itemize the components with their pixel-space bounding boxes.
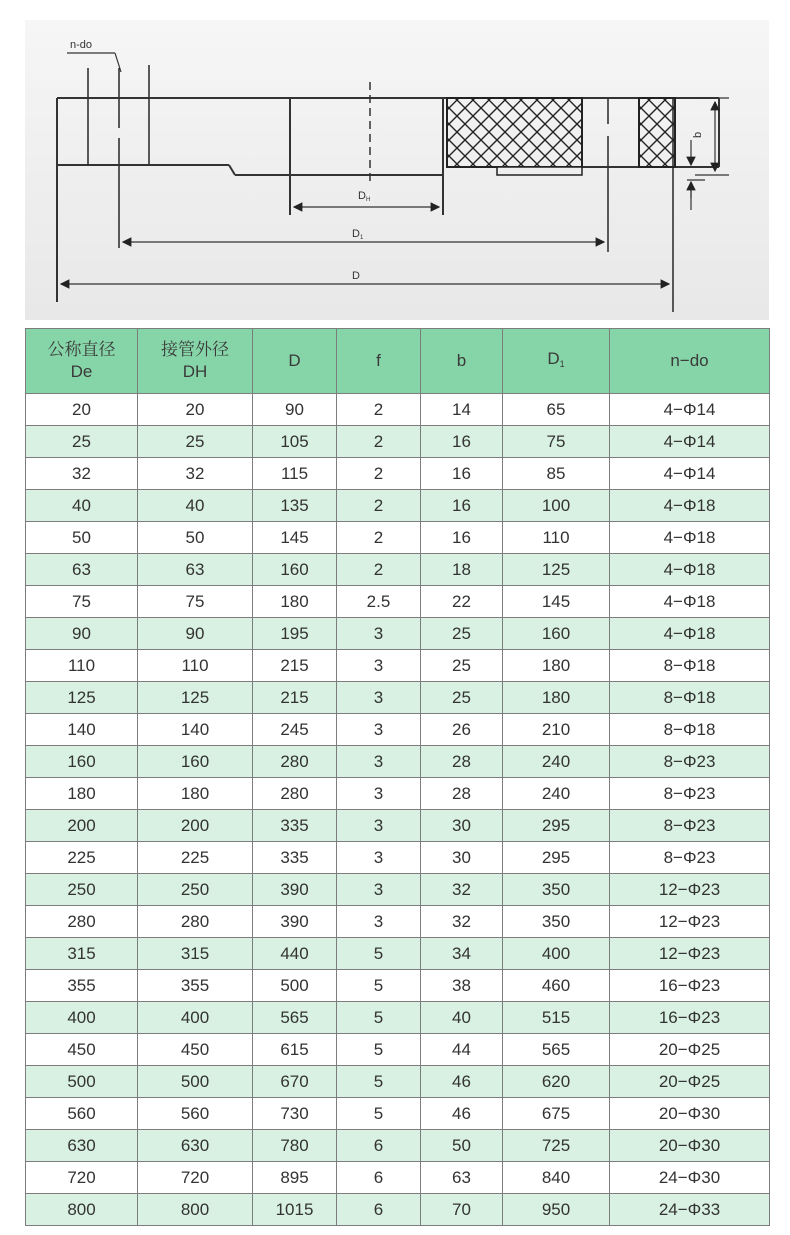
flange-cross-section-svg: [25, 20, 769, 320]
table-cell: 70: [421, 1194, 503, 1226]
table-cell: 2: [337, 522, 421, 554]
table-cell: 5: [337, 970, 421, 1002]
header-line-1: 接管外径: [161, 340, 229, 359]
table-cell: 145: [503, 586, 610, 618]
table-cell: 730: [253, 1098, 337, 1130]
table-cell: 515: [503, 1002, 610, 1034]
flange-drawing: [25, 20, 769, 320]
table-cell: 30: [421, 810, 503, 842]
table-cell: 5: [337, 1002, 421, 1034]
table-cell: 4−Φ14: [610, 394, 770, 426]
table-cell: 440: [253, 938, 337, 970]
table-cell: 3: [337, 810, 421, 842]
table-cell: 6: [337, 1162, 421, 1194]
table-cell: 280: [26, 906, 138, 938]
table-cell: 160: [26, 746, 138, 778]
table-cell: 240: [503, 746, 610, 778]
table-cell: 3: [337, 778, 421, 810]
table-row: [26, 618, 770, 650]
thickness-dimension: [687, 98, 729, 210]
table-cell: 100: [503, 490, 610, 522]
table-row: [26, 810, 770, 842]
table-cell: 950: [503, 1194, 610, 1226]
table-cell: 4−Φ14: [610, 458, 770, 490]
table-cell: 6: [337, 1194, 421, 1226]
table-cell: 32: [26, 458, 138, 490]
table-cell: 115: [253, 458, 337, 490]
header-line-1: D: [547, 348, 560, 368]
table-cell: 34: [421, 938, 503, 970]
table-cell: 63: [26, 554, 138, 586]
table-cell: 40: [26, 490, 138, 522]
table-cell: 20−Φ25: [610, 1066, 770, 1098]
table-cell: 3: [337, 650, 421, 682]
table-cell: 180: [138, 778, 253, 810]
table-cell: 895: [253, 1162, 337, 1194]
table-header-row: [26, 329, 770, 394]
table-row: [26, 1194, 770, 1226]
table-cell: 135: [253, 490, 337, 522]
table-cell: 5: [337, 1034, 421, 1066]
table-row: [26, 746, 770, 778]
header-line-1: 公称直径: [47, 340, 116, 359]
table-cell: 32: [138, 458, 253, 490]
table-cell: 110: [138, 650, 253, 682]
table-row: [26, 394, 770, 426]
table-cell: 8−Φ23: [610, 810, 770, 842]
table-cell: 800: [26, 1194, 138, 1226]
table-cell: 25: [421, 682, 503, 714]
table-cell: 8−Φ23: [610, 842, 770, 874]
table-cell: 195: [253, 618, 337, 650]
table-cell: 2.5: [337, 586, 421, 618]
table-row: [26, 682, 770, 714]
table-cell: 90: [26, 618, 138, 650]
table-cell: 40: [138, 490, 253, 522]
table-cell: 46: [421, 1066, 503, 1098]
table-cell: 25: [421, 650, 503, 682]
table-cell: 460: [503, 970, 610, 1002]
table-cell: 2: [337, 458, 421, 490]
table-cell: 20−Φ30: [610, 1098, 770, 1130]
table-cell: 4−Φ18: [610, 522, 770, 554]
table-cell: 2: [337, 490, 421, 522]
table-cell: 2: [337, 394, 421, 426]
table-cell: 16−Φ23: [610, 970, 770, 1002]
table-cell: 295: [503, 842, 610, 874]
table-cell: 3: [337, 906, 421, 938]
table-cell: 315: [138, 938, 253, 970]
table-cell: 28: [421, 778, 503, 810]
table-row: [26, 714, 770, 746]
table-cell: 8−Φ23: [610, 778, 770, 810]
table-cell: 3: [337, 842, 421, 874]
table-cell: 90: [253, 394, 337, 426]
holes-label: n-do: [70, 39, 93, 51]
table-cell: 125: [138, 682, 253, 714]
table-cell: 30: [421, 842, 503, 874]
table-cell: 315: [26, 938, 138, 970]
table-cell: 500: [26, 1066, 138, 1098]
table-cell: 3: [337, 874, 421, 906]
table-cell: 3: [337, 682, 421, 714]
table-row: [26, 1098, 770, 1130]
header-d: [253, 329, 337, 394]
table-cell: 210: [503, 714, 610, 746]
table-cell: 400: [26, 1002, 138, 1034]
table-cell: 4−Φ18: [610, 490, 770, 522]
header-d1: [503, 329, 610, 394]
table-cell: 3: [337, 714, 421, 746]
table-cell: 215: [253, 650, 337, 682]
table-cell: 720: [138, 1162, 253, 1194]
table-cell: 4−Φ14: [610, 426, 770, 458]
table-cell: 20−Φ30: [610, 1130, 770, 1162]
table-cell: 32: [421, 906, 503, 938]
table-row: [26, 650, 770, 682]
gasket-hatch-main: [447, 98, 582, 167]
table-cell: 75: [26, 586, 138, 618]
table-cell: 400: [138, 1002, 253, 1034]
table-cell: 390: [253, 874, 337, 906]
table-cell: 24−Φ33: [610, 1194, 770, 1226]
table-cell: 145: [253, 522, 337, 554]
table-row: [26, 1002, 770, 1034]
table-cell: 295: [503, 810, 610, 842]
header-line-1: n−do: [670, 351, 709, 370]
table-cell: 6: [337, 1130, 421, 1162]
table-cell: 44: [421, 1034, 503, 1066]
table-row: [26, 490, 770, 522]
table-cell: 125: [26, 682, 138, 714]
table-row: [26, 874, 770, 906]
table-cell: 40: [421, 1002, 503, 1034]
table-cell: 50: [421, 1130, 503, 1162]
table-cell: 620: [503, 1066, 610, 1098]
table-cell: 105: [253, 426, 337, 458]
table-row: [26, 1066, 770, 1098]
gasket-hatch-outer: [639, 98, 675, 167]
table-cell: 240: [503, 778, 610, 810]
table-cell: 2: [337, 554, 421, 586]
table-cell: 225: [26, 842, 138, 874]
header-line-2: DH: [182, 362, 208, 381]
table-row: [26, 906, 770, 938]
table-cell: 350: [503, 906, 610, 938]
table-cell: 18: [421, 554, 503, 586]
table-cell: 24−Φ30: [610, 1162, 770, 1194]
table-cell: 26: [421, 714, 503, 746]
table-cell: 90: [138, 618, 253, 650]
table-row: [26, 458, 770, 490]
table-cell: 225: [138, 842, 253, 874]
table-cell: 25: [26, 426, 138, 458]
table-cell: 20−Φ25: [610, 1034, 770, 1066]
bolt-hole-lines: [88, 65, 673, 312]
header-f: [337, 329, 421, 394]
table-cell: 630: [138, 1130, 253, 1162]
table-cell: 180: [253, 586, 337, 618]
table-cell: 16−Φ23: [610, 1002, 770, 1034]
table-cell: 4−Φ18: [610, 554, 770, 586]
table-cell: 12−Φ23: [610, 938, 770, 970]
table-cell: 8−Φ18: [610, 714, 770, 746]
table-cell: 5: [337, 1098, 421, 1130]
table-cell: 565: [253, 1002, 337, 1034]
header-subscript: 1: [559, 358, 565, 369]
table-cell: 12−Φ23: [610, 906, 770, 938]
table-cell: 450: [26, 1034, 138, 1066]
table-cell: 280: [253, 746, 337, 778]
table-cell: 350: [503, 874, 610, 906]
table-cell: 200: [138, 810, 253, 842]
table-row: [26, 1130, 770, 1162]
table-cell: 50: [26, 522, 138, 554]
hub-diameter-label: DH: [358, 190, 371, 203]
table-cell: 180: [503, 682, 610, 714]
table-cell: 16: [421, 426, 503, 458]
table-cell: 28: [421, 746, 503, 778]
table-body: [26, 394, 770, 1226]
header-pipe-outer-diameter: [138, 329, 253, 394]
table-cell: 250: [26, 874, 138, 906]
table-cell: 670: [253, 1066, 337, 1098]
table-cell: 110: [503, 522, 610, 554]
table-cell: 355: [138, 970, 253, 1002]
header-nominal-diameter: [26, 329, 138, 394]
table-cell: 8−Φ18: [610, 682, 770, 714]
table-cell: 215: [253, 682, 337, 714]
table-cell: 3: [337, 746, 421, 778]
table-cell: 335: [253, 810, 337, 842]
table-cell: 725: [503, 1130, 610, 1162]
table-cell: 3: [337, 618, 421, 650]
table-cell: 38: [421, 970, 503, 1002]
table-cell: 125: [503, 554, 610, 586]
table-cell: 8−Φ23: [610, 746, 770, 778]
table-cell: 355: [26, 970, 138, 1002]
table-cell: 160: [253, 554, 337, 586]
table-cell: 46: [421, 1098, 503, 1130]
table-cell: 630: [26, 1130, 138, 1162]
table-row: [26, 554, 770, 586]
table-cell: 780: [253, 1130, 337, 1162]
bolt-circle-label: D1: [352, 228, 364, 241]
thickness-label: b: [692, 131, 704, 138]
header-line-1: D: [288, 351, 301, 370]
header-line-1: f: [376, 351, 381, 370]
table-cell: 200: [26, 810, 138, 842]
table-cell: 14: [421, 394, 503, 426]
table-cell: 335: [253, 842, 337, 874]
table-cell: 16: [421, 522, 503, 554]
table-cell: 720: [26, 1162, 138, 1194]
header-line-2: De: [70, 362, 93, 381]
table-row: [26, 970, 770, 1002]
header-line-1: b: [456, 351, 467, 370]
table-cell: 140: [138, 714, 253, 746]
table-cell: 16: [421, 490, 503, 522]
table-row: [26, 426, 770, 458]
table-cell: 565: [503, 1034, 610, 1066]
header-n-do: [610, 329, 770, 394]
table-cell: 63: [138, 554, 253, 586]
table-cell: 16: [421, 458, 503, 490]
table-cell: 20: [138, 394, 253, 426]
table-row: [26, 522, 770, 554]
table-cell: 245: [253, 714, 337, 746]
table-cell: 450: [138, 1034, 253, 1066]
outer-diameter-label: D: [352, 270, 360, 282]
table-cell: 2: [337, 426, 421, 458]
table-cell: 500: [253, 970, 337, 1002]
table-cell: 4−Φ18: [610, 586, 770, 618]
table-cell: 25: [138, 426, 253, 458]
table-cell: 65: [503, 394, 610, 426]
table-cell: 390: [253, 906, 337, 938]
holes-leader: [67, 53, 121, 72]
table-row: [26, 842, 770, 874]
table-cell: 500: [138, 1066, 253, 1098]
table-cell: 560: [138, 1098, 253, 1130]
table-row: [26, 938, 770, 970]
table-cell: 1015: [253, 1194, 337, 1226]
table-cell: 5: [337, 1066, 421, 1098]
table-cell: 180: [26, 778, 138, 810]
table-cell: 12−Φ23: [610, 874, 770, 906]
table-cell: 280: [253, 778, 337, 810]
table-cell: 5: [337, 938, 421, 970]
table-row: [26, 586, 770, 618]
table-cell: 180: [503, 650, 610, 682]
table-cell: 110: [26, 650, 138, 682]
table-cell: 22: [421, 586, 503, 618]
table-cell: 800: [138, 1194, 253, 1226]
table-cell: 140: [26, 714, 138, 746]
table-cell: 615: [253, 1034, 337, 1066]
table-cell: 4−Φ18: [610, 618, 770, 650]
table-cell: 250: [138, 874, 253, 906]
header-b: [421, 329, 503, 394]
flange-spec-table: [25, 328, 770, 1226]
table-row: [26, 1034, 770, 1066]
table-cell: 63: [421, 1162, 503, 1194]
table-cell: 840: [503, 1162, 610, 1194]
table-cell: 50: [138, 522, 253, 554]
table-cell: 75: [138, 586, 253, 618]
table-cell: 160: [138, 746, 253, 778]
table-cell: 85: [503, 458, 610, 490]
table-cell: 75: [503, 426, 610, 458]
table-row: [26, 778, 770, 810]
table-cell: 400: [503, 938, 610, 970]
table-cell: 675: [503, 1098, 610, 1130]
table-row: [26, 1162, 770, 1194]
table-cell: 32: [421, 874, 503, 906]
gasket-step: [497, 167, 582, 175]
table-cell: 280: [138, 906, 253, 938]
table-cell: 20: [26, 394, 138, 426]
table-cell: 25: [421, 618, 503, 650]
table-cell: 160: [503, 618, 610, 650]
flange-outline: [57, 98, 719, 302]
table-cell: 560: [26, 1098, 138, 1130]
table-cell: 8−Φ18: [610, 650, 770, 682]
